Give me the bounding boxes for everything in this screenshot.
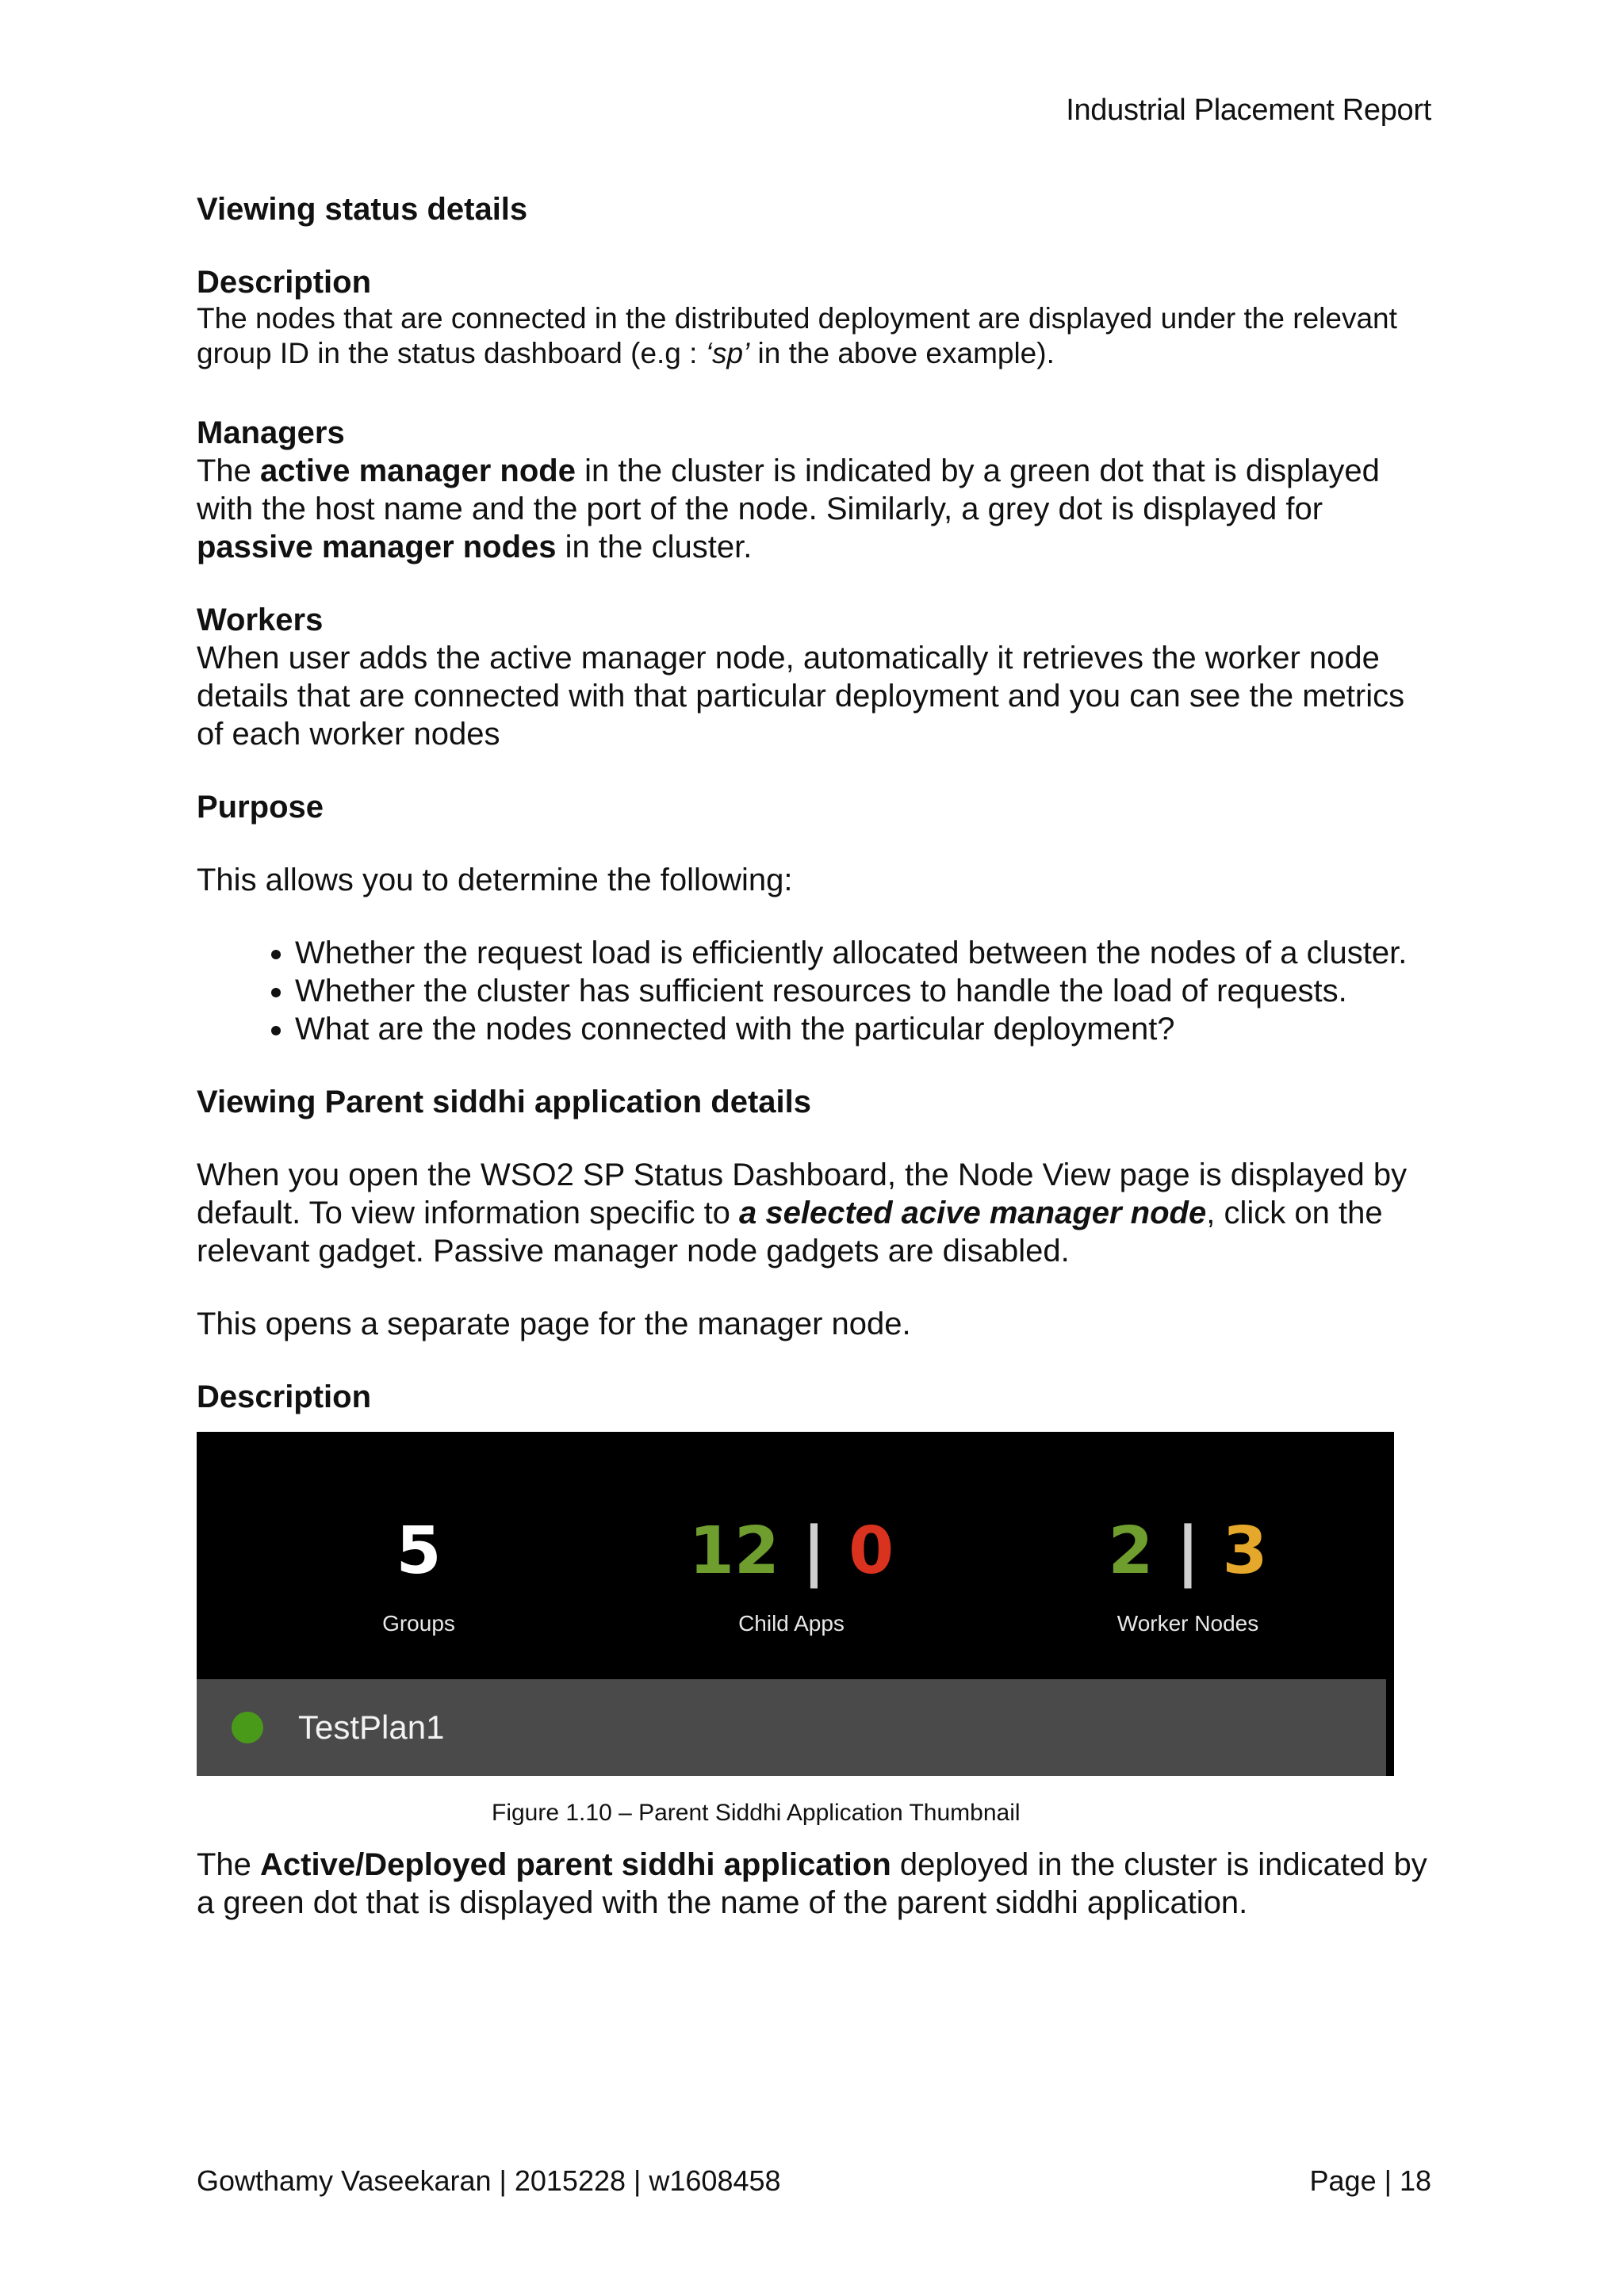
heading-managers: Managers — [197, 415, 345, 450]
groups-label: Groups — [382, 1611, 455, 1636]
purpose-list — [197, 934, 1434, 1048]
child-apps-value: 12 | 0 — [688, 1513, 894, 1589]
description-paragraph: The nodes that are connected in the distributed deployment are displayed under the relevant group ID in the status dashboard (e.g : ‘sp’ in the above example). — [197, 302, 1397, 369]
worker-nodes-label: Worker Nodes — [1116, 1611, 1259, 1636]
stats-row — [197, 1432, 1386, 1679]
plan-name: TestPlan1 — [298, 1709, 445, 1746]
footer-author: Gowthamy Vaseekaran | 2015228 | w1608458 — [197, 2164, 781, 2197]
parent-siddhi-thumbnail — [197, 1432, 1394, 1776]
groups-stat — [252, 1513, 585, 1636]
page-content — [197, 190, 1434, 1922]
list-item: • Whether the request load is efficiently allocated between the nodes of a cluster. — [295, 934, 1434, 972]
heading-viewing-status: Viewing status details — [197, 192, 528, 227]
parent-paragraph: When you open the WSO2 SP Status Dashboard, the Node View page is displayed by default. To view information specific to a selected acive manager node, click on the relevant gadget. Passive manager node gadgets are disabled. — [197, 1158, 1408, 1269]
worker-nodes-stat — [1021, 1513, 1354, 1636]
list-item: • What are the nodes connected with the particular deployment? — [295, 1010, 1434, 1048]
final-paragraph: The Active/Deployed parent siddhi application deployed in the cluster is indicated by a green dot that is displayed with the name of the parent siddhi application. — [197, 1847, 1427, 1920]
workers-paragraph: When user adds the active manager node, automatically it retrieves the worker node details that are connected with that particular deployment and you can see the metrics of each worker nodes — [197, 641, 1405, 752]
plan-bar[interactable] — [197, 1679, 1386, 1776]
status-dot-icon — [232, 1712, 263, 1743]
heading-description: Description — [197, 265, 372, 300]
heading-purpose: Purpose — [197, 790, 324, 825]
child-apps-stat — [625, 1513, 958, 1636]
heading-parent-siddhi: Viewing Parent siddhi application details — [197, 1085, 811, 1119]
purpose-intro: This allows you to determine the following: — [197, 863, 793, 897]
list-item: • Whether the cluster has sufficient resources to handle the load of requests. — [295, 972, 1434, 1010]
heading-description-2: Description — [197, 1380, 372, 1414]
groups-value: 5 — [396, 1513, 442, 1589]
opens-paragraph: This opens a separate page for the manager node. — [197, 1307, 911, 1341]
page-header: Industrial Placement Report — [1066, 94, 1431, 127]
heading-workers: Workers — [197, 603, 324, 637]
footer-page-number: Page | 18 — [1309, 2164, 1431, 2197]
worker-nodes-value: 2 | 3 — [1108, 1513, 1268, 1589]
child-apps-label: Child Apps — [738, 1611, 845, 1636]
page-footer — [197, 2164, 1431, 2198]
managers-paragraph: The active manager node in the cluster is indicated by a green dot that is displayed with the host name and the port of the node. Similarly, a grey dot is displayed for passive manager nodes in the cluster. — [197, 453, 1380, 564]
figure-caption: Figure 1.10 – Parent Siddhi Application Thumbnail — [492, 1800, 1021, 1826]
